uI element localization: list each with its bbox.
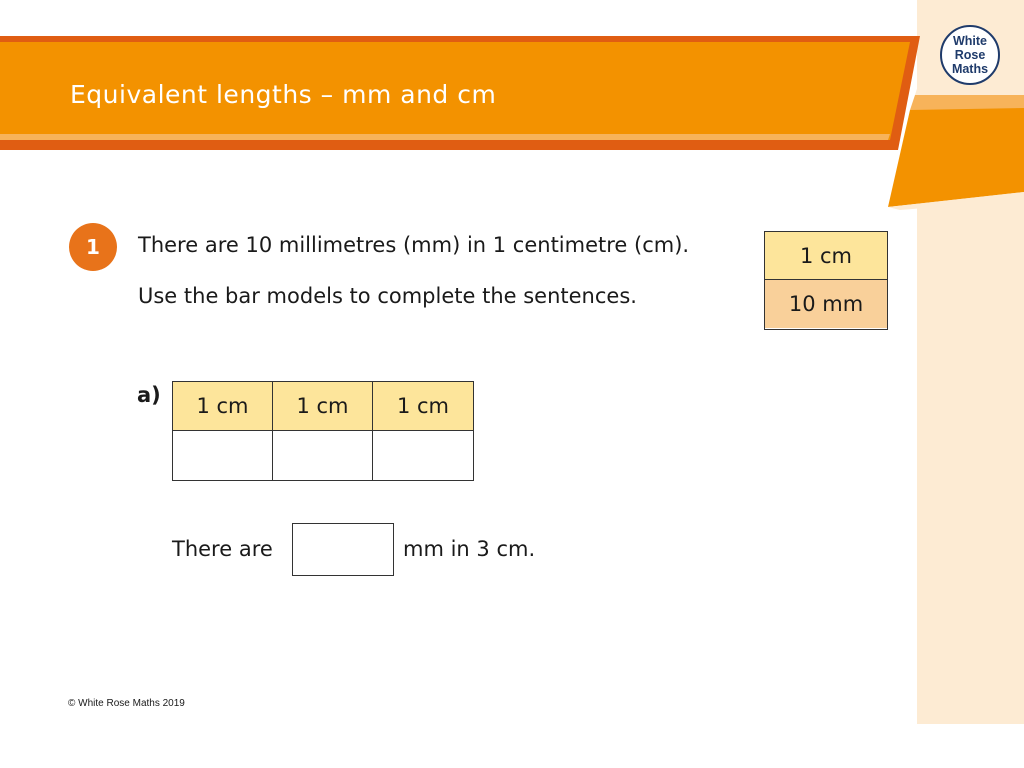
bar-cell-mm-blank-3[interactable] <box>373 431 473 480</box>
white-rose-maths-logo: White Rose Maths <box>940 25 1000 85</box>
sentence-before: There are <box>172 537 273 561</box>
question-line-1: There are 10 millimetres (mm) in 1 centimetre (cm). <box>138 233 690 257</box>
bar-cell-cm-2: 1 cm <box>273 382 373 431</box>
page-title: Equivalent lengths – mm and cm <box>70 80 497 109</box>
part-a-label: a) <box>137 383 161 407</box>
bar-cell-mm-blank-1[interactable] <box>173 431 273 480</box>
question-number-badge: 1 <box>69 223 117 271</box>
reference-cell-mm: 10 mm <box>765 280 887 328</box>
bar-cell-cm-3: 1 cm <box>373 382 473 431</box>
bar-cell-cm-1: 1 cm <box>173 382 273 431</box>
reference-cell-cm: 1 cm <box>765 232 887 280</box>
copyright-footer: © White Rose Maths 2019 <box>68 698 185 709</box>
reference-bar-model <box>764 231 888 330</box>
sentence-after: mm in 3 cm. <box>403 537 536 561</box>
part-a-bar-model <box>172 381 474 481</box>
answer-box[interactable] <box>292 523 394 576</box>
bar-cell-mm-blank-2[interactable] <box>273 431 373 480</box>
question-line-2: Use the bar models to complete the sentences. <box>138 284 637 308</box>
